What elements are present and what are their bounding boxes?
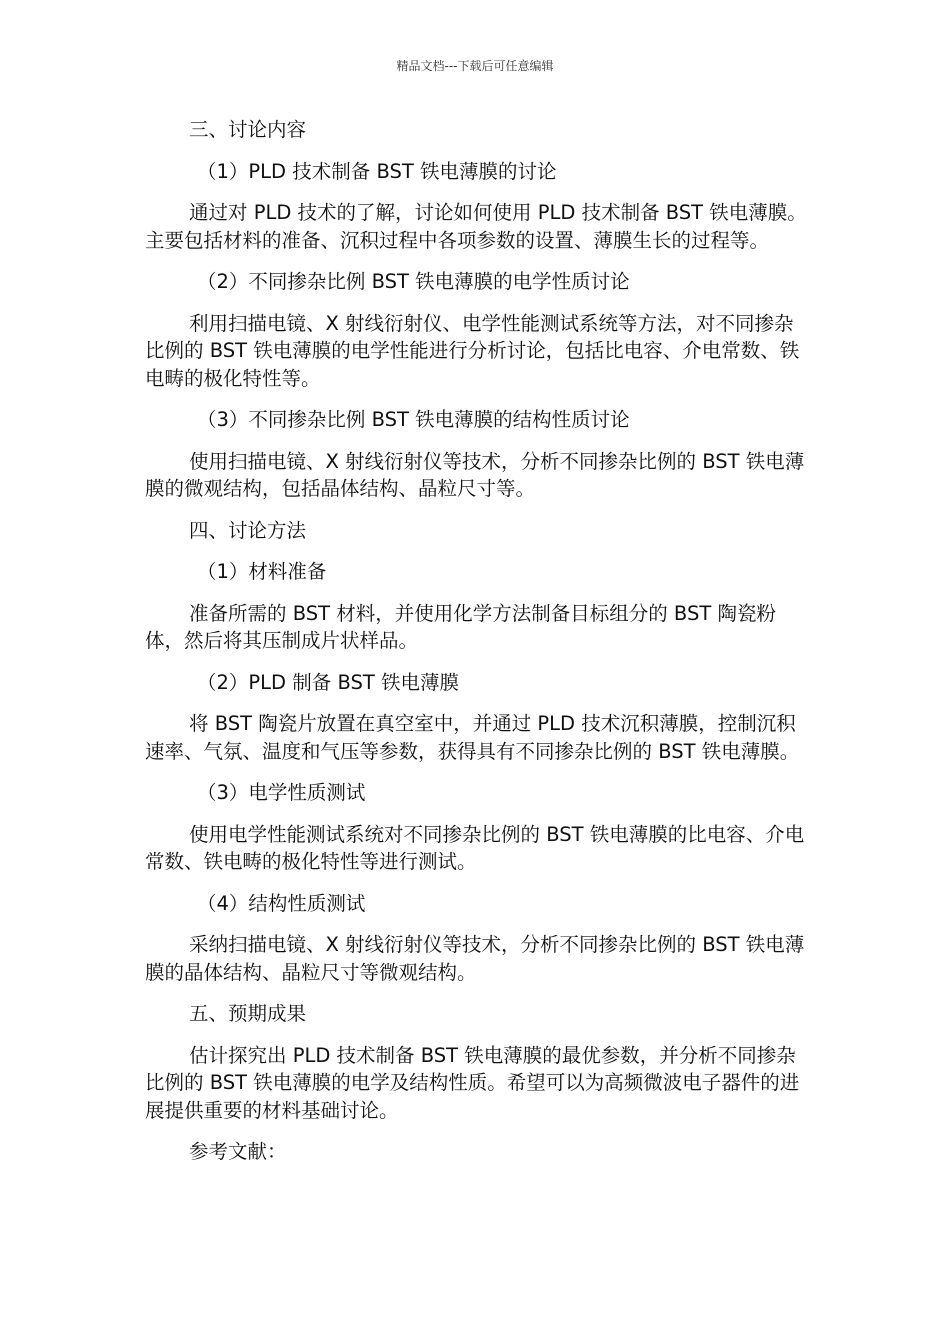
paragraph: 准备所需的 BST 材料，并使用化学方法制备目标组分的 BST 陶瓷粉体，然后将其压制成片状样品。	[145, 601, 776, 652]
subheading: （4）结构性质测试	[197, 891, 366, 915]
paragraph: 使用扫描电镜、X 射线衍射仪等技术，分析不同掺杂比例的 BST 铁电薄膜的微观结构，包括晶体结构、晶粒尺寸等。	[145, 449, 805, 500]
paragraph: 通过对 PLD 技术的了解，讨论如何使用 PLD 技术制备 BST 铁电薄膜。主要包括材料的准备、沉积过程中各项参数的设置、薄膜生长的过程等。	[145, 201, 807, 252]
subheading: （3）电学性质测试	[197, 781, 366, 804]
page-header: 精品文档---下载后可任意编辑	[396, 59, 554, 73]
subheading: （3）不同掺杂比例 BST 铁电薄膜的结构性质讨论	[197, 408, 630, 431]
subheading: （2）PLD 制备 BST 铁电薄膜	[197, 670, 459, 694]
paragraph: 将 BST 陶瓷片放置在真空室中，并通过 PLD 技术沉积薄膜，控制沉积速率、气氛、温度和气压等参数，获得具有不同掺杂比例的 BST 铁电薄膜。	[145, 712, 800, 763]
section-heading-discussion-method: 四、讨论方法	[189, 518, 307, 542]
section-heading-discussion-content: 三、讨论内容	[189, 118, 307, 141]
paragraph: 估计探究出 PLD 技术制备 BST 铁电薄膜的最优参数，并分析不同掺杂比例的 BST 铁电薄膜的电学及结构性质。希望可以为高频微波电子器件的进展提供重要的材料基础讨论。	[145, 1043, 800, 1122]
paragraph: 使用电学性能测试系统对不同掺杂比例的 BST 铁电薄膜的比电容、介电常数、铁电畴的极化特性等进行测试。	[145, 822, 805, 873]
paragraph: 利用扫描电镜、X 射线衍射仪、电学性能测试系统等方法，对不同掺杂比例的 BST 铁电薄膜的电学性能进行分析讨论，包括比电容、介电常数、铁电畴的极化特性等。	[145, 311, 800, 390]
section-heading-expected-results: 五、预期成果	[189, 1002, 307, 1025]
paragraph: 采纳扫描电镜、X 射线衍射仪等技术，分析不同掺杂比例的 BST 铁电薄膜的晶体结构、晶粒尺寸等微观结构。	[145, 933, 805, 984]
subheading: （2）不同掺杂比例 BST 铁电薄膜的电学性质讨论	[197, 270, 630, 293]
section-heading-references: 参考文献：	[189, 1140, 287, 1163]
document-body	[145, 116, 810, 1180]
subheading: （1）材料准备	[197, 560, 327, 583]
subheading: （1）PLD 技术制备 BST 铁电薄膜的讨论	[197, 159, 557, 183]
